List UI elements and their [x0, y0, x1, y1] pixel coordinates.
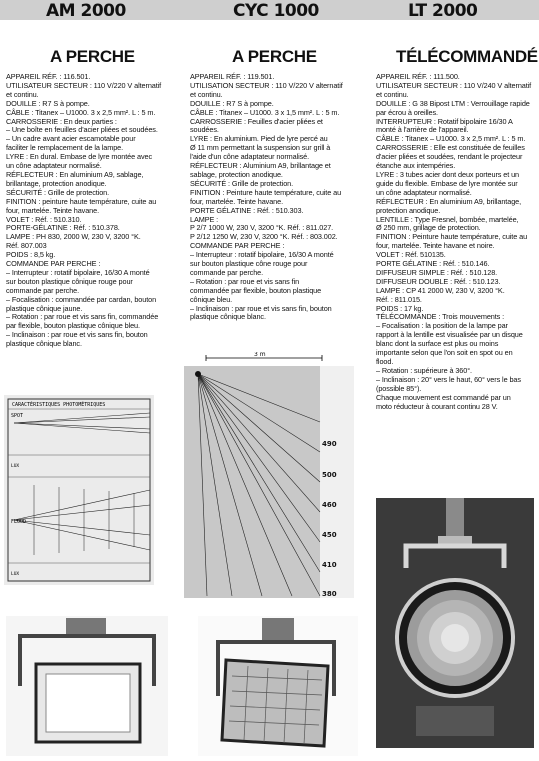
spec-line: soudées. [190, 125, 219, 135]
spec-line: moto réducteur à courant continu 28 V. [376, 401, 498, 411]
spec-line: (possible 85°). [376, 383, 422, 393]
spec-line: CÂBLE : Titanex – U1000. 3 x 2,5 mm². L : 5 m. [6, 107, 156, 117]
spec-line: POIDS : 17 kg. [376, 303, 424, 313]
spec-column-am2000 [6, 73, 178, 349]
spec-line: et continu. [6, 89, 39, 99]
spec-line: VOLET : Réf. : 510.310. [6, 214, 82, 224]
spec-line: commande par perche. [6, 285, 80, 295]
spec-line: Chaque mouvement est commandé par un [376, 392, 511, 402]
spec-line: FINITION : peinture haute température, cuite au [6, 196, 157, 206]
spec-column-lt2000 [376, 73, 536, 411]
spec-line: étanche aux intempéries. [376, 161, 456, 171]
spec-line: four, martelée. Teinte havane. [6, 205, 100, 215]
spec-line: Ø 250 mm, grillage de protection. [376, 223, 481, 233]
scale-value: 380 [322, 590, 337, 598]
spec-line: Réf. : 811.015. [376, 294, 422, 304]
spec-line: sablage, protection anodique. [190, 169, 283, 179]
spec-line: et continu. [376, 89, 409, 99]
spec-line: LAMPE : CP 41 2000 W, 230 V, 3200 °K. [376, 285, 505, 295]
spec-line: UTILISATION SECTEUR : 110 V/220 V alternatif [190, 80, 343, 90]
spec-line: – Rotation : par roue et vis sans fin [190, 276, 300, 286]
spec-line: commande par perche. [190, 267, 264, 277]
spec-line: UTILISATEUR SECTEUR : 110 V/240 V alternatif [376, 80, 532, 90]
spec-line: – Inclinaison : par roue et vis sans fin, bouton [6, 330, 148, 340]
spec-line: FINITION : Peinture haute température, cuite au [376, 232, 528, 242]
spec-line: commandée par flexible, bouton plastique [190, 285, 322, 295]
spec-line: LAMPE : PH 830, 2000 W, 230 V, 3200 °K. [6, 232, 141, 242]
spec-line: faciliter le remplacement de la lampe. [6, 143, 124, 153]
spec-line: DIFFUSEUR DOUBLE : Réf. : 510.123. [376, 276, 501, 286]
cyc1000-lamp-photo [198, 616, 358, 756]
spec-line: LAMPE : [190, 214, 219, 224]
spec-line: d'acier pliées et soudées, rendant le projecteur [376, 152, 523, 162]
spec-line: guide du flexible. Embase de lyre montée sur [376, 178, 518, 188]
spec-line: brillantage, protection anodique. [6, 178, 107, 188]
spec-line: – Interrupteur : rotatif bipolaire, 16/30 A monté [6, 267, 150, 277]
spec-line: APPAREIL RÉF. : 111.500. [376, 72, 460, 81]
spec-line: CÂBLE : Titanex – U1000. 3 x 1,5 mm². L : 5 m. [190, 107, 340, 117]
spec-line: TÉLÉCOMMANDE : Trois mouvements : [376, 312, 505, 322]
diagram1-title: CARACTÉRISTIQUES PHOTOMÉTRIQUES [12, 402, 106, 408]
spec-line: importante selon que l'on soit en spot ou en [376, 348, 513, 358]
spec-line: four, martelée. Teinte havane et noire. [376, 241, 495, 251]
spec-line: CÂBLE : Titanex – U1000. 3 x 2,5 mm². L : 5 m. [376, 134, 526, 144]
spec-line: protection anodique. [376, 205, 441, 215]
spec-column-cyc1000 [190, 73, 362, 322]
diagram1-lux2: LUX [11, 572, 20, 577]
scale-value: 500 [322, 471, 337, 479]
spec-line: FINITION : Peinture haute température, cuite au [190, 187, 342, 197]
spec-line: par écrou à oreilles. [376, 107, 438, 117]
am2000-lamp-photo [6, 616, 168, 756]
diagram1-spot: SPOT [11, 413, 24, 419]
spec-line: – Une boîte en feuilles d'acier pliées et soudées. [6, 125, 158, 135]
spec-line: – Focalisation : la position de la lampe par [376, 321, 508, 331]
spec-line: LYRE : En dural. Embase de lyre montée avec [6, 152, 153, 162]
spec-line: COMMANDE PAR PERCHE : [190, 241, 285, 251]
spec-line: un cône adaptateur normalisé. [6, 161, 102, 171]
spec-line: CARROSSERIE : Elle est constituée de feuilles [376, 143, 525, 153]
spec-line: CARROSSERIE : En deux parties : [6, 116, 117, 126]
spec-line: UTILISATEUR SECTEUR : 110 V/220 V alternatif [6, 80, 162, 90]
model-title-am2000: AM 2000 [46, 1, 126, 21]
scale-value: 460 [322, 501, 337, 509]
spec-line: P 2/12 1250 W, 230 V, 3200 °K. Réf. : 803.002. [190, 232, 338, 242]
spec-line: LYRE : 3 tubes acier dont deux porteurs et un [376, 169, 520, 179]
spec-line: DOUILLE : R7 S à pompe. [190, 98, 274, 108]
model-title-cyc1000: CYC 1000 [233, 1, 319, 21]
spec-line: PORTE-GÉLATINE : Réf. : 510.378. [6, 223, 120, 233]
spec-line: un cône adaptateur normalisé. [376, 187, 472, 197]
spec-line: LYRE : En aluminium. Pied de lyre percé au [190, 134, 328, 144]
spec-line: blanc dont la surface est plus ou moins [376, 339, 499, 349]
scale-value: 450 [322, 531, 337, 539]
spec-line: flood. [376, 357, 394, 366]
model-title-lt2000: LT 2000 [408, 1, 478, 21]
spec-line: – Focalisation : commandée par cardan, bouton [6, 294, 157, 304]
spec-line: PORTE GÉLATINE : Réf. : 510.303. [190, 205, 304, 215]
spec-line: Ø 11 mm permettant la suspension sur grill à [190, 143, 331, 153]
spec-line: DIFFUSEUR SIMPLE : Réf. : 510.128. [376, 267, 498, 277]
fresnel-lamp-photo [376, 498, 534, 748]
spec-line: plastique cônique jaune. [6, 303, 83, 313]
spec-line: – Un cadre avant acier escamotable pour [6, 134, 136, 144]
spec-line: APPAREIL RÉF. : 119.501. [190, 72, 275, 81]
spec-line: – Inclinaison : 20° vers le haut, 60° vers le bas [376, 374, 521, 384]
spec-line: RÉFLECTEUR : Aluminium A9, brillantage et [190, 161, 331, 171]
beam-width-label: 3 m [254, 352, 266, 358]
spec-line: par flexible, bouton plastique cônique bleu. [6, 321, 140, 331]
spec-line: DOUILLE : R7 S à pompe. [6, 98, 90, 108]
spec-line: SÉCURITÉ : Grille de protection. [6, 187, 110, 197]
spec-line: plastique cônique blanc. [190, 312, 266, 322]
spec-line: P 2/7 1000 W, 230 V, 3200 °K. Réf. : 811.027. [190, 223, 334, 233]
spec-line: plastique cônique blanc. [6, 339, 82, 349]
scale-value: 490 [322, 440, 337, 448]
spec-line: – Rotation : supérieure à 360°. [376, 365, 472, 375]
spec-line: l'aide d'un cône adaptateur normalisé. [190, 152, 310, 162]
spec-line: – Interrupteur : rotatif bipolaire, 16/30 A monté [190, 250, 334, 260]
spec-line: – Rotation : par roue et vis sans fin, commandée [6, 312, 159, 322]
spec-line: four, martelée. Teinte havane. [190, 196, 284, 206]
spec-line: Réf. 807.003 [6, 241, 47, 251]
spec-line: PORTE GÉLATINE : Réf. : 510.146. [376, 259, 490, 269]
spec-line: RÉFLECTEUR : En aluminium A9, brillantage, [376, 196, 522, 206]
spec-line: LENTILLE : Type Fresnel, bombée, martelée, [376, 214, 519, 224]
subtitle-lt2000: TÉLÉCOMMANDÉ [396, 47, 538, 66]
spec-line: rapport à la lentille est visualisée par un disque [376, 330, 523, 340]
photometric-chart-am2000 [4, 395, 154, 585]
spec-line: – Inclinaison : par roue et vis sans fin, bouton [190, 303, 332, 313]
scale-value: 410 [322, 561, 337, 569]
diagram1-lux1: LUX [11, 464, 20, 469]
spec-line: monté à l'arrière de l'appareil. [376, 125, 469, 135]
spec-line: COMMANDE PAR PERCHE : [6, 259, 101, 269]
subtitle-am2000: A PERCHE [50, 47, 135, 66]
subtitle-cyc1000: A PERCHE [232, 47, 317, 66]
diagram1-flood: FLOOD [11, 519, 27, 525]
spec-line: APPAREIL RÉF. : 116.501. [6, 72, 91, 81]
spec-line: INTERRUPTEUR : Rotatif bipolaire 16/30 A [376, 116, 513, 126]
spec-line: CARROSSERIE : Feuilles d'acier pliées et [190, 116, 323, 126]
spec-line: DOUILLE : G 38 Bipost LTM : Verrouillage rapide [376, 98, 530, 108]
spec-line: cônique bleu. [190, 294, 233, 304]
spec-line: sur bouton plastique cône rouge pour [190, 259, 308, 269]
spec-line: et continu. [190, 89, 223, 99]
spec-line: VOLET : Réf. 510135. [376, 250, 446, 260]
spec-line: POIDS : 8,5 kg. [6, 250, 56, 260]
spec-line: RÉFLECTEUR : En aluminium A9, sablage, [6, 169, 144, 179]
spec-line: sur bouton plastique cônique rouge pour [6, 276, 133, 286]
spec-line: SÉCURITÉ : Grille de protection. [190, 178, 294, 188]
